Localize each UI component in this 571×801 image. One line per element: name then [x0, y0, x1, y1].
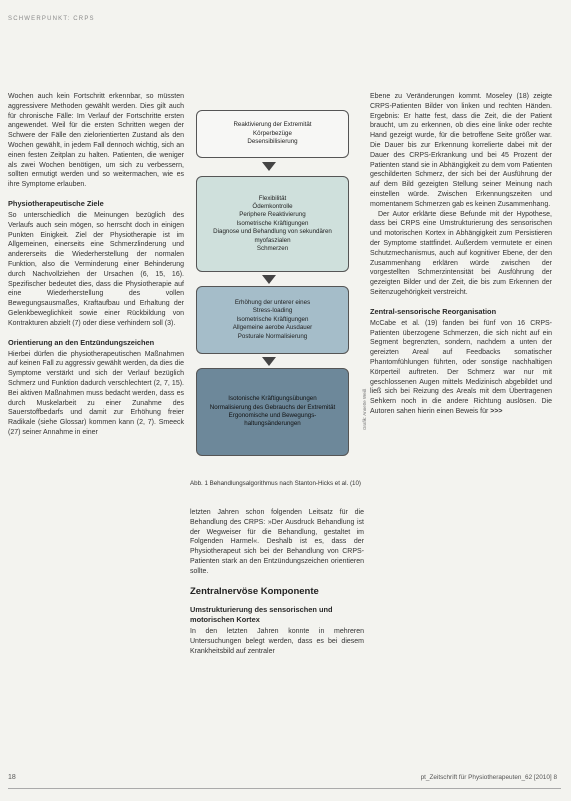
algorithm-step-3 — [196, 286, 349, 354]
step-line: Erhöhung der unterer eines — [234, 298, 311, 306]
continue-marker: >>> — [490, 407, 503, 415]
step-line: Periphere Reaktivierung — [239, 211, 306, 219]
step-line: Normalisierung des Gebrauchs der Extremität — [209, 403, 336, 411]
step-line: Isotonische Kräftigungsübungen — [228, 395, 317, 403]
running-head: SCHWERPUNKT: CRPS — [8, 16, 95, 22]
step-line: Posturale Normalisierung — [237, 332, 308, 340]
step-line: Stress-loading — [252, 307, 293, 315]
paragraph: In den letzten Jahren konnte in mehreren Untersuchungen belegt werden, dass es bei diesem Krankheitsbild auf zentraler — [190, 628, 364, 655]
down-arrow-icon — [262, 275, 276, 284]
paragraph: So unterschiedlich die Meinungen bezüglich des Verlaufs auch sein mögen, so herrscht doch in einigen Punkten Einigkeit. Ziel der Physiotherapie ist im Allgemeinen, einerseits eine Schmerzlinderung und andererseits die Wiederherstellung der normalen Funktion, also die Verminderung einer Behinderung durch Nachvollziehen der Ursachen (6, 15, 16). Spezifischer bedeutet dies, dass die Physiotherapie auf eine Wiederherstellung des vollen Bewegungsausmaßes, Kraftaufbau und Erhaltung der Gelenkbeweglichkeit sowie einer Rückbildung von Kontrakturen abzielt (7) oder diese verhindern soll (3). — [8, 211, 184, 327]
text-column-middle — [190, 508, 364, 657]
subheading-inflammation: Orientierung an den Entzündungszeichen — [8, 337, 155, 347]
algorithm-step-4 — [196, 368, 349, 456]
treatment-algorithm-figure — [190, 100, 367, 474]
figure-caption: Abb. 1 Behandlungsalgorithmus nach Stanton-Hicks et al. (10) — [190, 480, 361, 487]
text-column-right — [370, 92, 552, 417]
step-line: Desensibilisierung — [247, 138, 298, 146]
paragraph-text: McCabe et al. (19) fanden bei fünf von 16 CRPS-Patienten überzogene Schmerzen, die sich nicht auf ein Segment begrenzten, sondern, nachdem a unten der gereizten Areal auf Feedbacks somatischer Phantomfühlungen führten, oder sonstige nachhaltigen Körperteil auftreten. Der Schmerz war nur mit geschlossenen Augen mittels Medizinisch abgebildet und ließ sich bei Reizung des Areals mit dem Übertragenen Sehkern noch in die andere Richtung auslösen. Die Autoren sahen hierin einen Beweis für — [370, 319, 552, 415]
step-line: Reaktivierung der Extremität — [233, 121, 312, 129]
section-heading-central: Zentralnervöse Komponente — [190, 585, 319, 597]
down-arrow-icon — [262, 357, 276, 366]
paragraph: Hierbei dürfen die physiotherapeutischen Maßnahmen auf keinen Fall zu aggressiv gewählt werden, da dies die Symptome verstärkt und sich der Verlauf bezüglich Schmerz und Funktion dadurch verschlechtert (2, 7, 15). Bei aktiven Maßnahmen muss bedacht werden, dass es durch Muskelarbeit zu einer Zunahme des Sauerstoffbedarfs und damit zur Erhöhung freier Radikale (siehe Glossar) kommen kann (2, 7). Smeeck (27) seiner Annahme in einer — [8, 350, 184, 436]
step-line: Schmerzen — [256, 245, 289, 253]
step-line: Allgemeine aerobe Ausdauer — [232, 324, 313, 332]
step-line: Ödemkontrolle — [252, 202, 293, 210]
algorithm-step-1 — [196, 110, 349, 158]
paragraph: Der Autor erklärte diese Befunde mit der Hypothese, dass bei CRPS eine Umstrukturierung des sensorischen und motorischen Kortex in Abhängigkeit zum Persistieren der Symptome stattfindet. Außerdem vermutete er einen Schutzmechanismus, auch auf kognitiver Ebene, der den Zusammenhang erklären würde zwischen der vorgestellten Schmerzintensität bei Ausführung der gezeigten Bilder und der Zeit, die bis zum Erkennen der Seitenzugehörigkeit verstreicht. — [370, 210, 552, 296]
footer-rule — [8, 788, 561, 789]
step-line: Diagnose und Behandlung von sekundären myofaszialen — [213, 228, 332, 244]
subheading-physio-goals: Physiotherapeutische Ziele — [8, 198, 104, 208]
subheading-cortex: Umstrukturierung des sensorischen und motorischen Kortex — [190, 605, 333, 625]
step-line: haltungsänderungen — [244, 420, 301, 428]
down-arrow-icon — [262, 162, 276, 171]
journal-footer: pt_Zeitschrift für Physiotherapeuten_62 [2010] 8 — [420, 774, 557, 781]
paragraph: Ebene zu Veränderungen kommt. Moseley (18) zeigte CRPS-Patienten Bilder von linken und rechten Händen. Ergebnis: Er hatte fest, dass die Zeit, die der Patient braucht, um zu erkennen, ob dies eine linke oder rechte Hand gezeigt wurde, für die betroffene Seite größer war. Die Dauer bis zur Erkennung korrelierte dabei mit der Dauer des CRPS-Erkrankung und bei 45 Prozent der Patienten stand sie in Abhängigkeit zu dem vom Patienten geschilderten Schmerz, der sich bei der Ausführung der auf dem Bild gezeigten Stellung seiner Meinung nach einstellen würde. Zwischen Erkennungszeiten und momentanem Schmerzen gab es keinen Zusammenhang. — [370, 93, 552, 208]
paragraph: Wochen auch kein Fortschritt erkennbar, so müssten aggressivere Methoden gewählt werden. Dies gilt auch für chronische Fälle: Im Verlauf der Fortschritte ersten angewendet. Weil für die ersten Schritten wegen der Schwere der Fälle den zielorientierten Zustand als den Wochen gewählt, in jedem Fall dennoch wichtig, sich an einen festen Zeitplan zu halten. Patienten, die weniger als zwei Wochen benötigen, um sich zu verbessern, sollten ermutigt werden und so weitermachen, wie es ihre Symptome erlauben. — [8, 93, 184, 189]
page-number: 18 — [8, 774, 16, 781]
step-line: Flexibilität — [258, 194, 287, 202]
paragraph — [370, 319, 552, 417]
subheading-reorganisation: Zentral-sensorische Reorganisation — [370, 306, 497, 316]
step-line: Isometrische Kräftigungen — [236, 315, 309, 323]
step-line: Isometrische Kräftigungen — [236, 219, 309, 227]
image-credit: Grafik: Annette Weiß — [362, 388, 367, 430]
algorithm-step-2 — [196, 176, 349, 272]
step-line: Körperbezüge — [253, 129, 292, 137]
text-column-left — [8, 92, 184, 438]
paragraph: letzten Jahren schon folgenden Leitsatz für die Behandlung des CRPS: »Der Ausdruck Behandlung ist der Wegweiser für die Behandlung, gestaltet im Folgenden Harmel«. Deshalb ist es, dass der Physiotherapeut sich bei der Behandlung von CRPS-Patienten stark an den Entzündungszeichen orientieren sollte. — [190, 509, 364, 575]
step-line: Ergonomische und Bewegungs- — [228, 412, 317, 419]
